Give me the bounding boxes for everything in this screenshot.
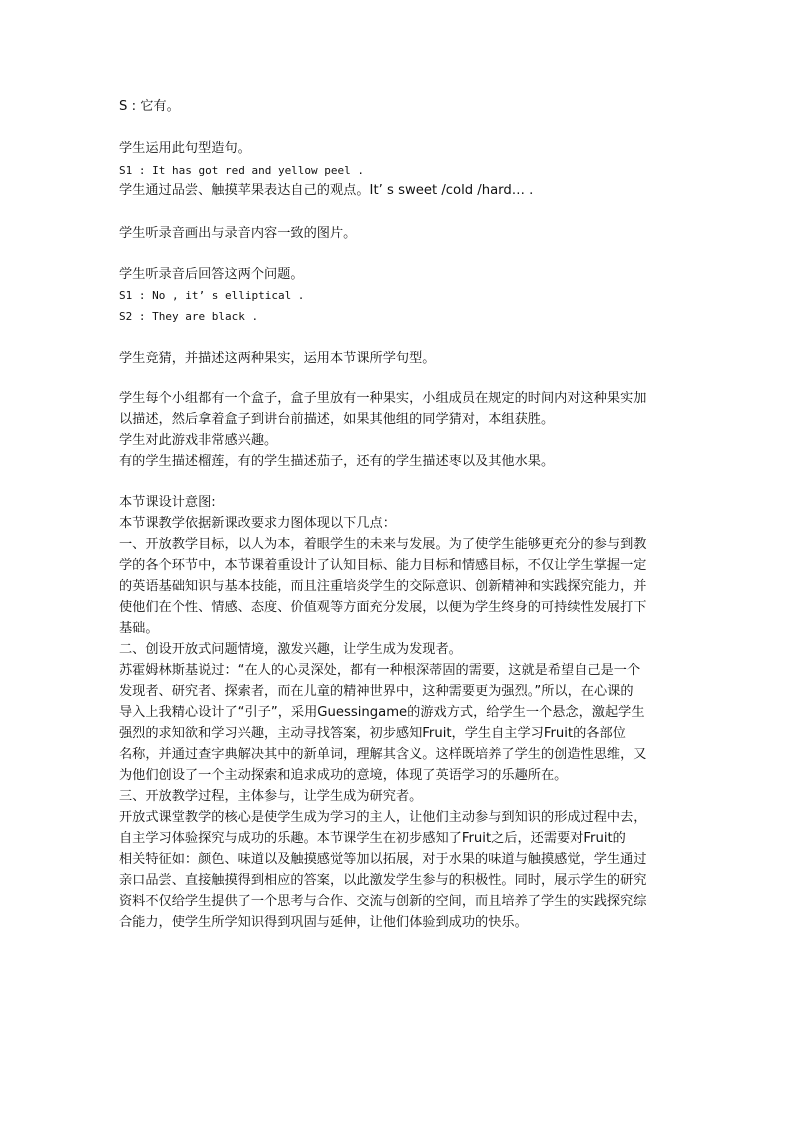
guess-fruit-line: 学生竞猜，并描述这两种果实，运用本节课所学句型。 [119,351,436,366]
design-line: 三、开放教学过程，主体参与，让学生成为研究者。 [119,789,423,804]
design-line: 名称，并通过查字典解决其中的新单词，理解其含义。这样既培养了学生的创造性思维，又 [119,747,647,762]
student-answer-line: S : 它有。 [119,99,180,114]
game-line: 学生每个小组都有一个盒子，盒子里放有一种果实，小组成员在规定的时间内对这种果实加 [119,391,647,406]
design-line: 学的各个环节中，本节课着重设计了认知目标、能力目标和情感目标，不仅让学生掌握一定 [119,558,647,573]
draw-picture-line: 学生听录音画出与录音内容一致的图片。 [119,226,357,241]
design-line: 为他们创设了一个主动探索和追求成功的意境，体现了英语学习的乐趣所在。 [119,768,568,783]
design-intro: 本节课教学依据新课改要求力图体现以下几点： [119,516,396,531]
design-line: 强烈的求知欲和学习兴趣，主动寻找答案，初步感知Fruit，学生自主学习Fruit的各部位 [119,726,626,741]
taste-touch-line: 学生通过品尝、触摸苹果表达自己的观点。It’ s sweet /cold /hard… . [119,183,534,198]
design-line: 自主学习体验探究与成功的乐趣。本节课学生在初步感知了Fruit之后，还需要对Fruit的 [119,831,626,846]
game-line: 以描述，然后拿着盒子到讲台前描述，如果其他组的同学猜对，本组获胜。 [119,412,555,427]
design-line: 的英语基础知识与基本技能，而且注重培炎学生的交际意识、创新精神和实践探究能力，并 [119,579,647,594]
design-line: 资料不仅给学生提供了一个思考与合作、交流与创新的空间，而且培养了学生的实践探究综 [119,894,647,909]
design-line: 合能力，使学生所学知识得到巩固与延伸，让他们体验到成功的快乐。 [119,915,528,930]
design-line: 二、创设开放式问题情境，激发兴趣，让学生成为发现者。 [119,642,462,657]
game-line: 学生对此游戏非常感兴趣。 [119,433,278,448]
s1-peel-line: S1 : It has got red and yellow peel . [119,164,365,177]
design-line: 相关特征如：颜色、味道以及触摸感觉等加以拓展，对于水果的味道与触摸感觉，学生通过 [119,852,647,867]
design-line: 使他们在个性、情感、态度、价值观等方面充分发展，以便为学生终身的可持续性发展打下 [119,600,647,615]
game-line: 有的学生描述榴莲，有的学生描述茄子，还有的学生描述枣以及其他水果。 [119,454,555,469]
design-line: 发现者、研究者、探索者，而在儿童的精神世界中，这种需要更为强烈。”所以，在心课的 [119,684,634,699]
design-line: 基础。 [119,621,159,636]
design-line: 开放式课堂教学的核心是使学生成为学习的主人，让他们主动参与到知识的形成过程中去， [119,810,647,825]
design-line: 亲口品尝、直接触摸得到相应的答案，以此激发学生参与的积极性。同时，展示学生的研究 [119,873,647,888]
design-line: 一、开放教学目标，以人为本，着眼学生的未来与发展。为了使学生能够更充分的参与到教 [119,537,647,552]
design-title: 本节课设计意图: [119,495,216,510]
design-line: 导入上我精心设计了“引子”，采用Guessingame的游戏方式，给学生一个悬念，激起学生 [119,705,645,720]
s2-black-line: S2 : They are black . [119,310,259,323]
answer-questions-line: 学生听录音后回答这两个问题。 [119,267,304,282]
design-line: 苏霍姆林斯基说过：“在人的心灵深处，都有一种根深蒂固的需要，这就是希望自己是一个 [119,663,641,678]
s1-elliptical-line: S1 : No , it’ s elliptical . [119,289,305,302]
make-sentence-line: 学生运用此句型造句。 [119,141,251,156]
